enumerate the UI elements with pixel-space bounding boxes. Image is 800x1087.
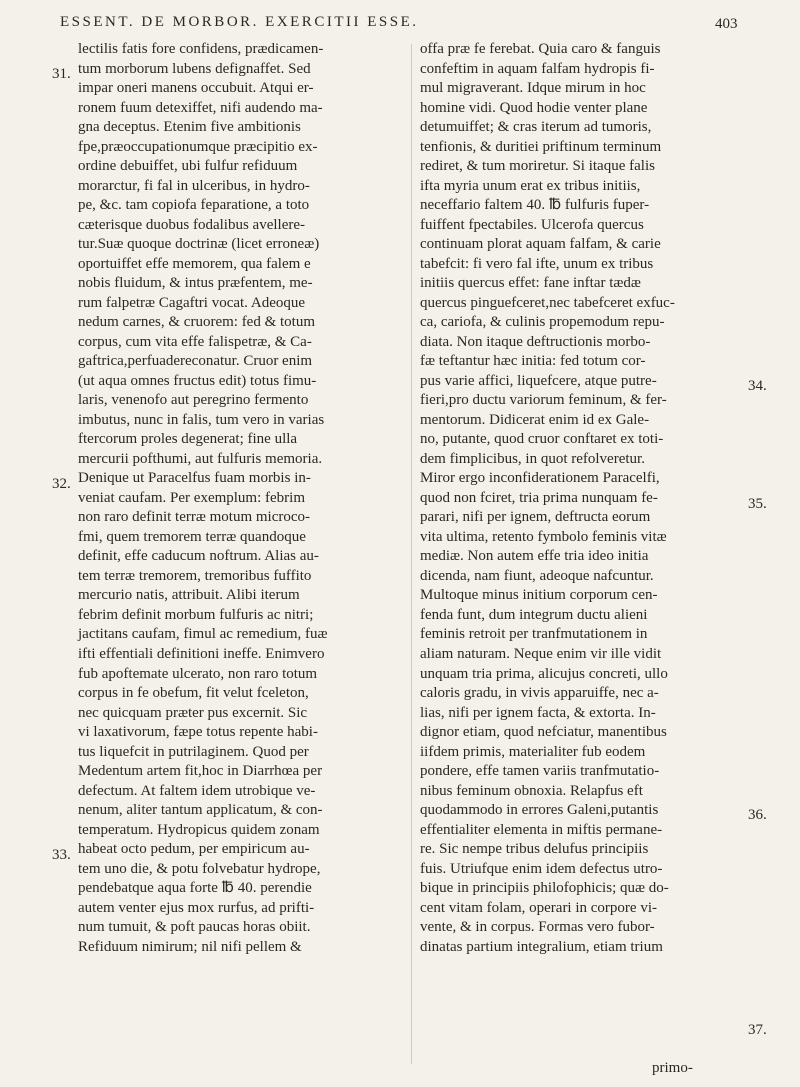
text-line: dem fimplicibus, in quot refolveretur. (420, 450, 645, 467)
text-line: tur.Suæ quoque doctrinæ (licet erroneæ) (78, 236, 320, 253)
text-line: ronem fuum detexiffet, nifi audendo ma- (78, 99, 323, 116)
text-line: nedum carnes, & cruorem: fed & totum (78, 314, 316, 331)
text-line: mediæ. Non autem effe tria ideo initia (420, 548, 649, 565)
text-line: quod non fciret, tria prima nunquam fe- (420, 489, 658, 506)
text-line: gaftrica,perfuadereconatur. Cruor enim (78, 353, 313, 370)
text-line: aliam naturam. Neque enim vir ille vidit (420, 645, 662, 662)
text-line: mul migraverant. Idque mirum in hoc (420, 80, 646, 97)
text-line: nenum, aliter tantum applicatum, & con- (78, 802, 323, 819)
text-line: veniat caufam. Per exemplum: febrim (78, 489, 305, 506)
text-line: tum morborum lubens defignaffet. Sed (78, 60, 311, 77)
text-line: fub apoftemate ulcerato, non raro totum (78, 665, 318, 682)
text-line: fieri,pro ductu variorum feminum, & fer- (420, 392, 667, 409)
text-line: lias, nifi per ignem facta, & extorta. In- (420, 704, 656, 721)
text-line: febrim definit morbum fulfuris ac nitri; (78, 606, 314, 623)
text-line: mentorum. Didicerat enim id ex Gale- (420, 411, 650, 428)
margin-section-number: 33. (52, 847, 71, 863)
text-line: mercurio natis, attribuit. Alibi iterum (78, 587, 300, 604)
text-line: tus liquefcit in putrilaginem. Quod per (78, 743, 309, 760)
text-line: fæ teftantur hæc initia: fed totum cor- (420, 353, 646, 370)
text-line: Multoque minus initium corporum cen- (420, 587, 658, 604)
text-line: quodammodo in errores Galeni,putantis (420, 802, 659, 819)
text-line: mercurii pofthumi, aut fulfuris memoria. (78, 450, 323, 467)
text-line: pendebatque aqua forte ℔ 40. perendie (78, 880, 312, 897)
running-head: ESSENT. DE MORBOR. EXERCITII ESSE. (60, 14, 419, 30)
text-line: nibus feminum obnoxia. Relapfus eft (420, 782, 643, 799)
text-line: detumuiffet; & cras iterum ad tumoris, (420, 119, 652, 136)
text-line: no, putante, quod cruor conftaret ex toti- (420, 431, 664, 448)
text-line: fuis. Utriufque enim idem defectus utro- (420, 860, 663, 877)
text-line: jactitans caufam, fimul ac remedium, fuæ (78, 626, 328, 643)
text-line: unquam tria prima, alicujus concreti, ullo (420, 665, 668, 682)
text-line: ca, cariofa, & culinis propemodum repu- (420, 314, 665, 331)
text-line: corpus in fe obefum, fit velut fceleton, (78, 685, 309, 702)
margin-section-number: 31. (52, 66, 71, 82)
margin-section-number: 36. (748, 807, 767, 823)
text-line: impar oneri manens occubuit. Atqui er- (78, 80, 314, 97)
text-line: tem terræ tremorem, tremoribus fuffito (78, 567, 312, 584)
text-line: nobis fluidum, & intus præfentem, me- (78, 275, 313, 292)
text-line: imbutus, nunc in falis, tum vero in varias (78, 411, 325, 428)
text-line: cent vitam folam, operari in corpore vi- (420, 899, 657, 916)
text-line: dignor etiam, quod nefciatur, manentibus (420, 724, 667, 741)
right-text-column (420, 40, 742, 957)
text-line: rediret, & tum moriretur. Si itaque falis (420, 158, 655, 175)
text-line: tem uno die, & potu folvebatur hydrope, (78, 860, 321, 877)
text-line: rum falpetræ Cagaftri vocat. Adeoque (78, 294, 306, 311)
text-line: vi laxativorum, fæpe totus repente habi- (78, 724, 318, 741)
text-line: ifti effentiali definitioni ineffe. Enimvero (78, 645, 325, 662)
text-line: num tumuit, & poft paucas horas obiit. (78, 919, 311, 936)
text-line: neceffario faltem 40. ℔ fulfuris fuper- (420, 197, 650, 214)
text-line: fuiffent fpectabiles. Ulcerofa quercus (420, 216, 644, 233)
text-line: (ut aqua omnes fructus edit) totus fimu- (78, 372, 317, 389)
page-number: 403 (715, 16, 738, 32)
text-line: initiis quercus effet: fane inftar tædæ (420, 275, 641, 292)
text-line: tabefcit: fi vero fal ifte, unum ex tribus (420, 255, 654, 272)
text-line: feminis retroit per tranfmutationem in (420, 626, 648, 643)
margin-section-number: 34. (748, 378, 767, 394)
text-line: Denique ut Paracelfus fuam morbis in- (78, 470, 311, 487)
text-line: confeftim in aquam falfam hydropis fi- (420, 60, 655, 77)
text-line: lectilis fatis fore confidens, prædicamen- (78, 41, 324, 57)
text-line: non raro definit terræ motum microco- (78, 509, 311, 526)
text-line: iifdem primis, materialiter fub eodem (420, 743, 646, 760)
text-line: offa præ fe ferebat. Quia caro & fanguis (420, 41, 661, 57)
text-line: corpus, cum vita effe falispetræ, & Ca- (78, 333, 312, 350)
catchword: primo- (652, 1060, 693, 1076)
text-line: ftercorum proles degenerat; fine ulla (78, 431, 298, 448)
text-line: defectum. At faltem idem utrobique ve- (78, 782, 316, 799)
text-line: diata. Non itaque deftructionis morbo- (420, 333, 651, 350)
text-line: parari, nifi per ignem, deftructa eorum (420, 509, 651, 526)
text-line: fmi, quem tremorem terræ quandoque (78, 528, 306, 545)
text-line: effentialiter elementa in miftis permane- (420, 821, 663, 838)
text-line: cæterisque duobus fodalibus avellere- (78, 216, 306, 233)
text-line: homine vidi. Quod hodie venter plane (420, 99, 648, 116)
text-line: nec quicquam præter pus excernit. Sic (78, 704, 308, 721)
text-line: bique in principiis philofophicis; quæ do- (420, 880, 669, 897)
text-line: oportuiffet effe memorem, qua falem e (78, 255, 311, 272)
text-line: autem venter ejus mox rurfus, ad prifti- (78, 899, 315, 916)
text-line: laris, venenofo aut peregrino fermento (78, 392, 309, 409)
text-line: fpe,præoccupationumque præcipitio ex- (78, 138, 318, 155)
text-line: dinatas partium integralium, etiam trium (420, 938, 663, 955)
text-line: quercus pinguefceret,nec tabefceret exfuc- (420, 294, 675, 311)
text-line: ifta myria unum erat ex tribus initiis, (420, 177, 641, 194)
column-divider (411, 44, 412, 1064)
text-line: caloris gradu, in vivis apparuiffe, nec a- (420, 685, 659, 702)
text-line: morarctur, fi fal in ulceribus, in hydro- (78, 177, 310, 194)
text-line: habeat octo pedum, per empiricum au- (78, 841, 310, 858)
text-line: vente, & in corpus. Formas vero fubor- (420, 919, 655, 936)
text-line: re. Sic nempe tribus delufus principiis (420, 841, 649, 858)
text-line: Refiduum nimirum; nil nifi pellem & (78, 938, 302, 955)
text-line: fenda funt, dum integrum ductu alieni (420, 606, 648, 623)
text-line: pus varie affici, liquefcere, atque putre- (420, 372, 657, 389)
text-line: Medentum artem fit,hoc in Diarrhœa per (78, 763, 323, 780)
text-line: pe, &c. tam copiofa feparatione, a toto (78, 197, 310, 214)
text-line: definit, effe caducum noftrum. Alias au- (78, 548, 319, 565)
margin-section-number: 32. (52, 476, 71, 492)
text-line: pondere, effe tamen variis tranfmutatio- (420, 763, 660, 780)
text-line: gna deceptus. Etenim five ambitionis (78, 119, 301, 136)
text-line: ordine debuiffet, ubi fulfur refiduum (78, 158, 298, 175)
text-line: dicenda, nam fiunt, adeoque nafcuntur. (420, 567, 654, 584)
text-line: temperatum. Hydropicus quidem zonam (78, 821, 320, 838)
text-line: continuam plorat aquam falfam, & carie (420, 236, 661, 253)
text-line: tenfionis, & duritiei priftinum terminum (420, 138, 662, 155)
page-header (0, 0, 800, 40)
left-text-column (78, 40, 404, 957)
margin-section-number: 37. (748, 1022, 767, 1038)
text-line: Miror ergo inconfiderationem Paracelfi, (420, 470, 660, 487)
text-line: vita ultima, retento fymbolo feminis vitæ (420, 528, 667, 545)
margin-section-number: 35. (748, 496, 767, 512)
